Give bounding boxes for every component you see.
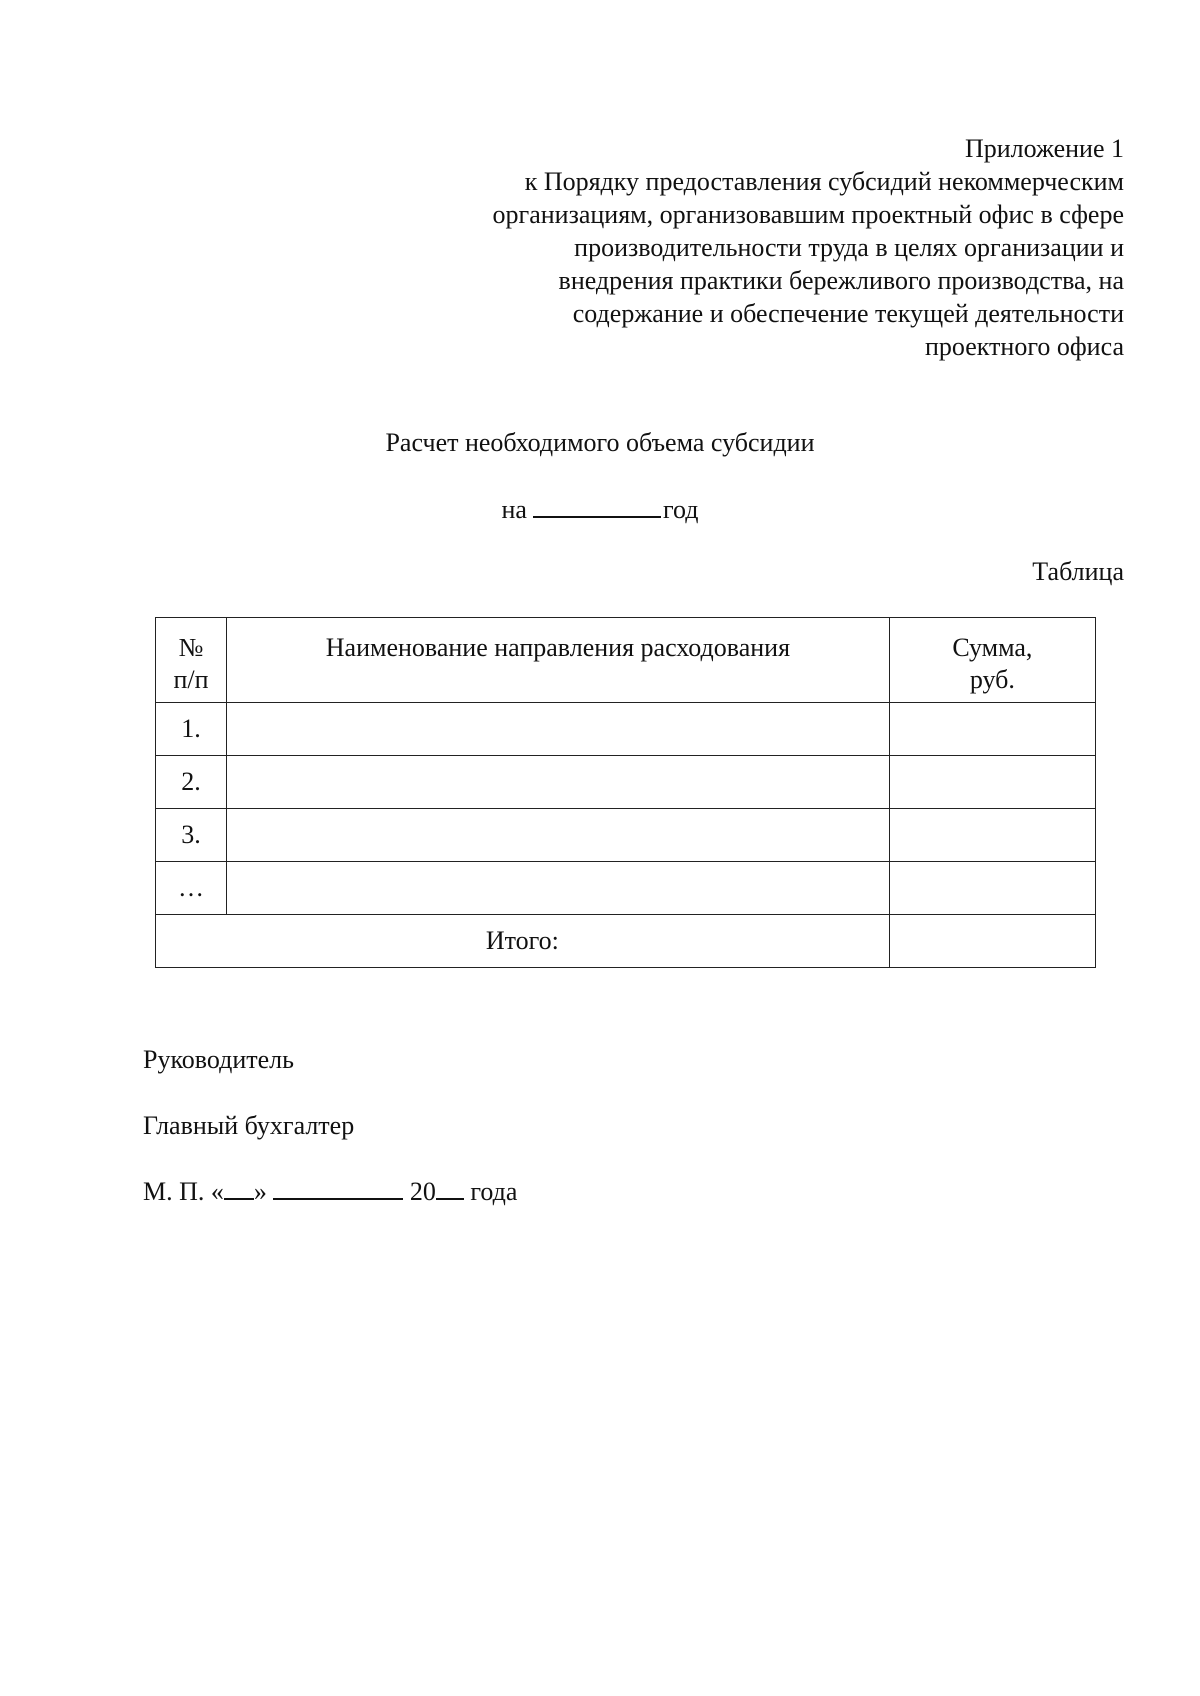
month-blank-field[interactable] <box>273 1176 403 1200</box>
table-row <box>156 809 1096 862</box>
row-expense-name-cell[interactable] <box>227 703 890 756</box>
stamp-year-word: года <box>470 1177 518 1206</box>
row-sum-cell[interactable] <box>889 703 1095 756</box>
appendix-line: внедрения практики бережливого производства, на <box>558 266 1124 295</box>
row-number: … <box>156 862 227 915</box>
row-sum-cell[interactable] <box>889 809 1095 862</box>
total-sum-cell[interactable] <box>889 915 1095 968</box>
table-row <box>156 862 1096 915</box>
row-number: 3. <box>156 809 227 862</box>
row-expense-name-cell[interactable] <box>227 862 890 915</box>
row-number: 1. <box>156 703 227 756</box>
header-sum-unit: руб. <box>969 665 1015 694</box>
appendix-header <box>404 132 1124 363</box>
stamp-date-line <box>143 1176 517 1208</box>
subsidy-calculation-table <box>155 617 1096 968</box>
table-header-row <box>156 618 1096 703</box>
year-suffix: год <box>662 495 699 524</box>
appendix-line: содержание и обеспечение текущей деятельности <box>572 299 1124 328</box>
table-total-row <box>156 915 1096 968</box>
header-number-sign: № <box>178 633 204 662</box>
stamp-century: 20 <box>409 1177 436 1206</box>
stamp-quote-close: » <box>253 1177 267 1206</box>
row-expense-name-cell[interactable] <box>227 809 890 862</box>
table-caption: Таблица <box>1032 557 1124 586</box>
stamp-prefix: М. П. « <box>143 1177 224 1206</box>
header-number <box>156 618 227 703</box>
appendix-line: производительности труда в целях организации и <box>574 233 1124 262</box>
row-sum-cell[interactable] <box>889 756 1095 809</box>
header-sum <box>889 618 1095 703</box>
header-number-pp: п/п <box>173 665 209 694</box>
row-sum-cell[interactable] <box>889 862 1095 915</box>
document-title: Расчет необходимого объема субсидии <box>385 428 815 457</box>
year-digits-blank-field[interactable] <box>436 1176 464 1200</box>
row-number: 2. <box>156 756 227 809</box>
table-row <box>156 756 1096 809</box>
appendix-line: организациям, организовавшим проектный офис в сфере <box>492 200 1124 229</box>
day-blank-field[interactable] <box>224 1176 254 1200</box>
year-line <box>0 492 1200 526</box>
year-blank-field[interactable] <box>533 492 661 518</box>
signature-accountant: Главный бухгалтер <box>143 1111 355 1140</box>
row-expense-name-cell[interactable] <box>227 756 890 809</box>
table-row <box>156 703 1096 756</box>
total-label: Итого: <box>156 915 890 968</box>
appendix-line: проектного офиса <box>924 332 1124 361</box>
header-expense-name: Наименование направления расходования <box>227 618 890 703</box>
header-sum-label: Сумма, <box>952 633 1033 662</box>
appendix-line: Приложение 1 <box>964 134 1124 163</box>
appendix-line: к Порядку предоставления субсидий некоммерческим <box>524 167 1124 196</box>
signature-head: Руководитель <box>143 1045 294 1074</box>
year-prefix: на <box>501 495 527 524</box>
